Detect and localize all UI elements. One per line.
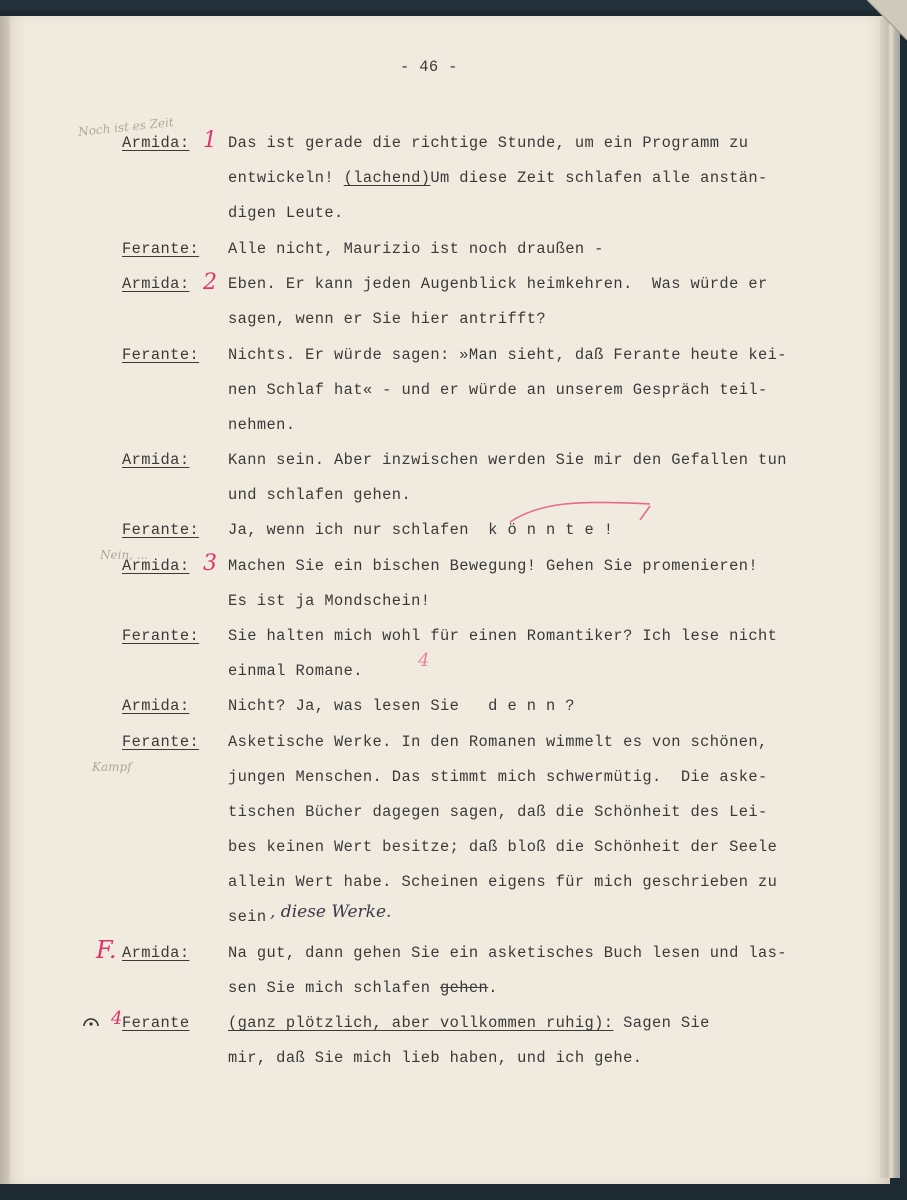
dialogue-line: Sie halten mich wohl für einen Romantiker? Ich lese nicht bbox=[228, 627, 778, 645]
dialogue-line: mir, daß Sie mich lieb haben, und ich gehe. bbox=[228, 1049, 643, 1067]
speaker-label: Armida: bbox=[122, 451, 190, 469]
dialogue-line: tischen Bücher dagegen sagen, daß die Schönheit des Lei- bbox=[228, 803, 768, 821]
pencil-margin-note: Kampf bbox=[92, 760, 132, 774]
fermata-mark-icon bbox=[82, 1012, 100, 1030]
dialogue-line: Ja, wenn ich nur schlafen k ö n n t e ! bbox=[228, 521, 614, 539]
speaker-label: Ferante bbox=[122, 1014, 190, 1032]
dialogue-line bbox=[228, 169, 768, 187]
red-annotation: 3 bbox=[203, 551, 217, 576]
dialogue-line: Eben. Er kann jeden Augenblick heimkehren. Was würde er bbox=[228, 275, 768, 293]
red-annotation: 1 bbox=[203, 128, 217, 153]
text-segment: Sagen Sie bbox=[613, 1014, 710, 1032]
speaker-label: Armida: bbox=[122, 944, 190, 962]
stage-direction: (ganz plötzlich, aber vollkommen ruhig): bbox=[228, 1014, 614, 1032]
text-segment: entwickeln! bbox=[228, 169, 344, 187]
text-segment: . bbox=[488, 979, 498, 997]
dialogue-line: Nicht? Ja, was lesen Sie d e n n ? bbox=[228, 697, 575, 715]
dialogue-line: nen Schlaf hat« - und er würde an unserem Gespräch teil- bbox=[228, 381, 768, 399]
dialogue-line: Das ist gerade die richtige Stunde, um ein Programm zu bbox=[228, 134, 749, 152]
dialogue-line: digen Leute. bbox=[228, 204, 344, 222]
speaker-label: Ferante: bbox=[122, 627, 200, 645]
dialogue-line: Na gut, dann gehen Sie ein asketisches Buch lesen und las- bbox=[228, 944, 787, 962]
red-emphasis-mark bbox=[500, 492, 670, 532]
text-segment: Um diese Zeit schlafen alle anstän- bbox=[430, 169, 768, 187]
dialogue-line: jungen Menschen. Das stimmt mich schwermütig. Die aske- bbox=[228, 768, 768, 786]
dialogue-line bbox=[228, 1014, 710, 1032]
speaker-label: Ferante: bbox=[122, 346, 200, 364]
speaker-label: Ferante: bbox=[122, 240, 200, 258]
scanner-border bbox=[0, 0, 907, 10]
dialogue-line: allein Wert habe. Scheinen eigens für mich geschrieben zu bbox=[228, 873, 778, 891]
dialogue-line bbox=[228, 979, 498, 997]
dialogue-line: Kann sein. Aber inzwischen werden Sie mir den Gefallen tun bbox=[228, 451, 787, 469]
dialogue-line: Es ist ja Mondschein! bbox=[228, 592, 431, 610]
red-annotation: 4 bbox=[418, 650, 430, 671]
speaker-label: Armida: bbox=[122, 697, 190, 715]
handwritten-insert: , diese Werke. bbox=[270, 902, 392, 922]
speaker-label: Ferante: bbox=[122, 733, 200, 751]
dialogue-line: Alle nicht, Maurizio ist noch draußen - bbox=[228, 240, 604, 258]
speaker-label: Armida: bbox=[122, 557, 190, 575]
red-annotation: 2 bbox=[203, 270, 217, 295]
dialogue-line: Nichts. Er würde sagen: »Man sieht, daß Ferante heute kei- bbox=[228, 346, 787, 364]
pencil-margin-note: Noch ist es Zeit bbox=[77, 115, 175, 139]
folded-corner-icon bbox=[847, 0, 907, 60]
typescript-page bbox=[10, 16, 890, 1184]
speaker-label: Ferante: bbox=[122, 521, 200, 539]
dialogue-line: bes keinen Wert besitze; daß bloß die Schönheit der Seele bbox=[228, 838, 778, 856]
page-number: - 46 - bbox=[400, 58, 458, 76]
red-annotation: 4 bbox=[111, 1008, 123, 1029]
dialogue-line: sein bbox=[228, 908, 267, 926]
dialogue-line: einmal Romane. bbox=[228, 662, 363, 680]
dialogue-line: sagen, wenn er Sie hier antrifft? bbox=[228, 310, 546, 328]
struck-word: gehen bbox=[440, 979, 489, 997]
dialogue-line: nehmen. bbox=[228, 416, 296, 434]
stage-direction: (lachend) bbox=[343, 169, 431, 187]
dialogue-line: und schlafen gehen. bbox=[228, 486, 412, 504]
dialogue-line: Asketische Werke. In den Romanen wimmelt es von schönen, bbox=[228, 733, 768, 751]
speaker-label: Armida: bbox=[122, 134, 190, 152]
speaker-label: Armida: bbox=[122, 275, 190, 293]
text-segment: sen Sie mich schlafen bbox=[228, 979, 431, 997]
pencil-margin-note: Nein, ... bbox=[100, 548, 149, 562]
red-annotation: F. bbox=[96, 936, 117, 964]
dialogue-line: Machen Sie ein bischen Bewegung! Gehen Sie promenieren! bbox=[228, 557, 758, 575]
page-stack-edge bbox=[880, 18, 900, 1178]
